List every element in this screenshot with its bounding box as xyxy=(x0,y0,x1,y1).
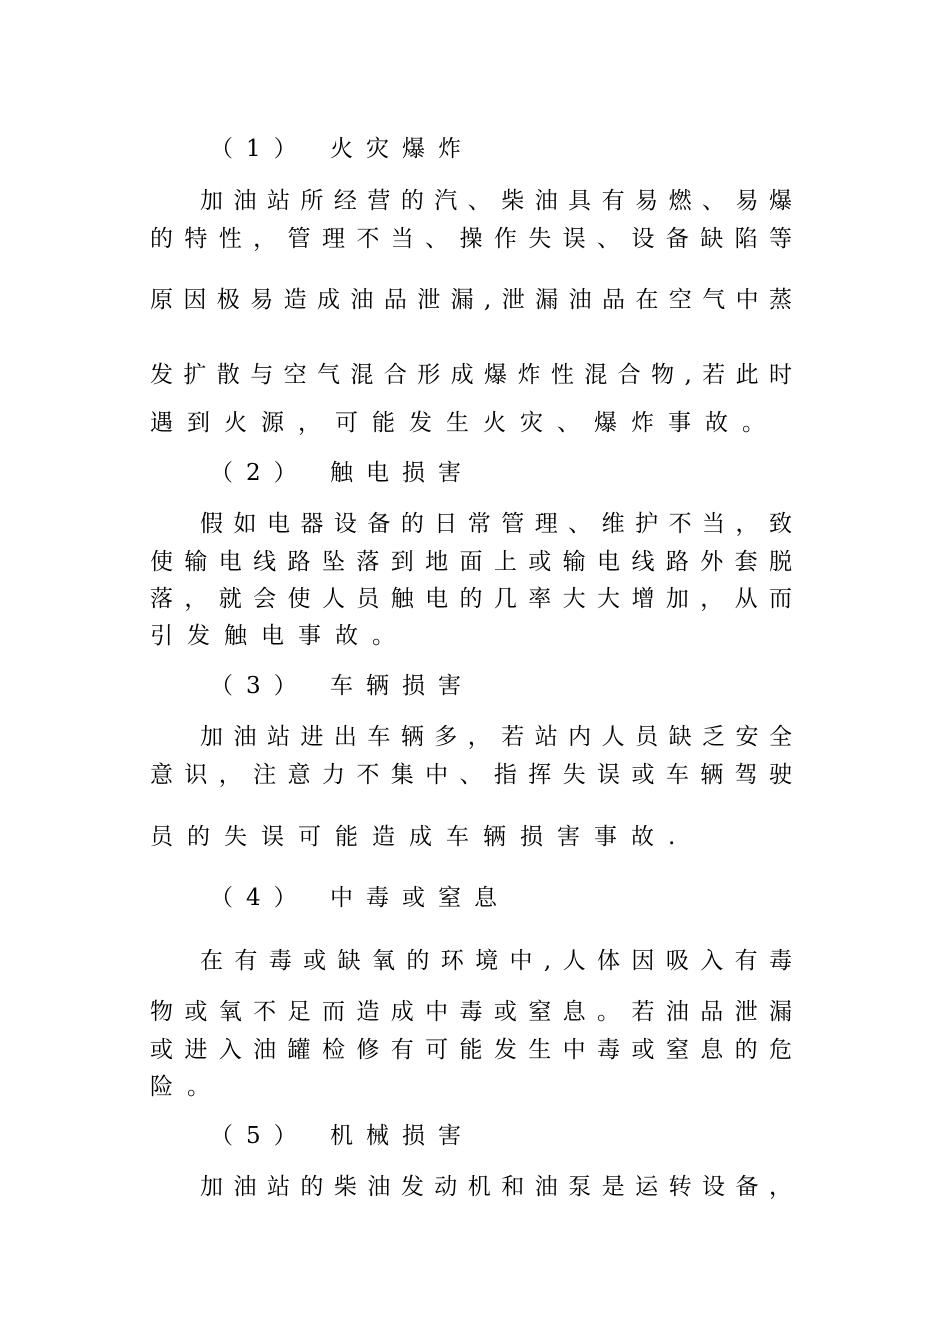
section-heading-5: （5） 机械损害 xyxy=(210,1123,474,1149)
paragraph-line: 在有毒或缺氧的环境中,人体因吸入有毒 xyxy=(200,948,792,974)
paragraph-line: 落，就会使人员触电的几率大大增加，从而 xyxy=(150,586,792,612)
paragraph-line: 遇到火源，可能发生火灾、爆炸事故。 xyxy=(150,410,779,436)
paragraph-line: 意识，注意力不集中、指挥失误或车辆驾驶 xyxy=(150,762,792,788)
paragraph-line: 发扩散与空气混合形成爆炸性混合物,若此时 xyxy=(150,362,792,388)
paragraph-line: 的特性，管理不当、操作失误、设备缺陷等 xyxy=(150,226,792,252)
paragraph-line: 原因极易造成油品泄漏,泄漏油品在空气中蒸 xyxy=(150,287,792,313)
paragraph-line: 引发触电事故。 xyxy=(150,623,409,649)
section-heading-1: （1） 火灾爆炸 xyxy=(210,136,474,162)
paragraph-line: 假如电器设备的日常管理、维护不当，致 xyxy=(200,511,792,537)
paragraph-line: 加油站所经营的汽、柴油具有易燃、易爆 xyxy=(200,188,792,214)
section-heading-2: （2） 触电损害 xyxy=(210,460,474,486)
paragraph-line: 加油站的柴油发动机和油泵是运转设备， xyxy=(200,1174,792,1200)
paragraph-line: 或进入油罐检修有可能发生中毒或窒息的危 xyxy=(150,1037,792,1063)
paragraph-line: 加油站进出车辆多，若站内人员缺乏安全 xyxy=(200,724,792,750)
paragraph-line: 员的失误可能造成车辆损害事故. xyxy=(150,824,690,850)
section-heading-3: （3） 车辆损害 xyxy=(210,673,474,699)
section-heading-4: （4） 中毒或窒息 xyxy=(210,885,510,911)
paragraph-line: 险。 xyxy=(150,1074,224,1100)
paragraph-line: 使输电线路坠落到地面上或输电线路外套脱 xyxy=(150,549,792,575)
paragraph-line: 物或氧不足而造成中毒或窒息。若油品泄漏 xyxy=(150,999,792,1025)
